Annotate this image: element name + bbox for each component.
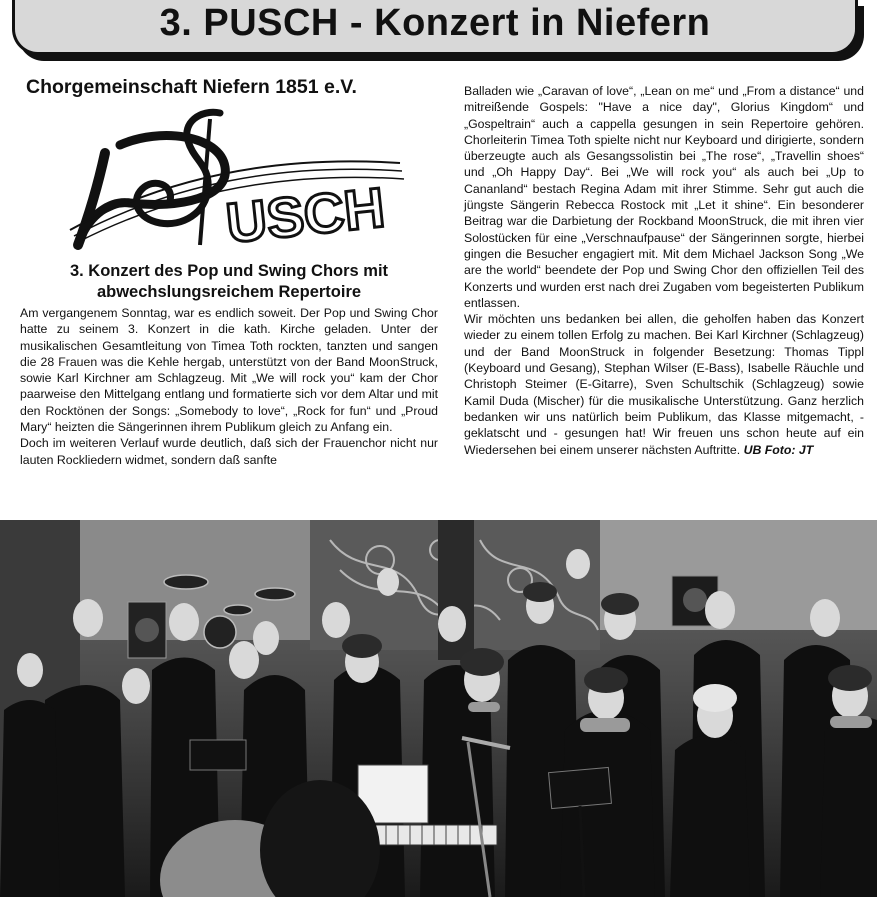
right-paragraph-2-text: Wir möchten uns bedanken bei allen, die geholfen haben das Konzert wieder zu einem tollen Erfolg zu machen. Bei Karl Kirchner (Schlagzeug) und der Band MoonStruck in folgender Besetzung: Thomas Tippl (Keyboard und Gesang), Stephan Wilser (E-Bass), Isabelle Räuchle und Christoph Steimer (E-Gitarre), Sven Schultschik (Schlagzeug) sowie Kamil Duda (Mischer) für die musikalische Unterstützung. Ganz herzlich bedanken wir uns natürlich beim Publikum, das Klasse mitgemacht, - geklatscht und - gesungen hat! Wir freuen uns schon heute auf ein Wiedersehen bei einem unserer nächsten Auftritte. xyxy=(464,312,864,457)
left-column xyxy=(20,76,438,468)
pusch-logo xyxy=(50,105,420,255)
organization-name: Chorgemeinschaft Niefern 1851 e.V. xyxy=(26,76,357,98)
right-paragraph-1: Balladen wie „Caravan of love“, „Lean on me“ und „From a distance“ und mitreißende Gospels: "Have a nice day", Glorius Kingdom“ und „Gospeltrain“ auch a cappella gesungen in sein Repertoire gehören. Chorleiterin Timea Toth spielte nicht nur Keyboard und dirigierte, sondern überzeugte auch als Gesangssolistin bei „The rose“, „Travellin shoes“ und „Oh Happy Day“. Bei „We will rock you“ als auch bei „Up to Cananland“ bestach Regina Adam mit ihrer Stimme. Sehr gut auch die jüngste Sängerin Rebecca Rostock mit „Let it shine“. Ein besonderer Beitrag war die Darbietung der Rockband MoonStruck, die mit ihren vier Solostücken für eine „Verschnaufpause“ der Sängerinnen sorgte, hierbei gingen die Besucher engagiert mit. Mit dem Michael Jackson Song „We are the world“ beendete der Pop und Swing Chor den offiziellen Teil des Konzerts und wurden erst nach drei Zugaben vom begeisterten Publikum entlassen. xyxy=(464,84,864,310)
photo-credit: UB Foto: JT xyxy=(743,442,814,457)
logo-wordmark: USCH xyxy=(223,175,388,255)
headline-banner xyxy=(12,0,862,62)
right-paragraph-2 xyxy=(464,311,864,458)
article-subheadline xyxy=(20,261,438,303)
headline-title: 3. PUSCH - Konzert in Niefern xyxy=(159,2,711,44)
choir-concert-photo xyxy=(0,520,877,897)
subheadline-line-2: abwechslungsreichem Repertoire xyxy=(96,283,362,301)
left-paragraph-1: Am vergangenem Sonntag, war es endlich soweit. Der Pop und Swing Chor hatte zu seinem 3. Konzert in die kath. Kirche geladen. Unter der musikalischen Gesamtleitung von Timea Toth rockten, tanzten und sangen die 28 Frauen was die Kehle hergab, unterstützt von der Band MoonStruck, sowie Karl Kirchner am Schlagzeug. Mit „We will rock you“ kam der Chor paarweise den Mittelgang entlang und formatierte sich vor dem Altar und mit den Rocktönen der Songs: „Somebody to love“, „Rock for fun“ und „Proud Mary“ heizten die Sängerinnen ihrem Publikum gleich zu Anfang ein. xyxy=(20,306,438,435)
right-column xyxy=(464,83,864,458)
subheadline-line-1: 3. Konzert des Pop und Swing Chors mit xyxy=(69,262,389,280)
left-paragraph-2: Doch im weiteren Verlauf wurde deutlich, daß sich der Frauenchor nicht nur lauten Rockliedern widmet, sondern daß sanfte xyxy=(20,436,438,467)
